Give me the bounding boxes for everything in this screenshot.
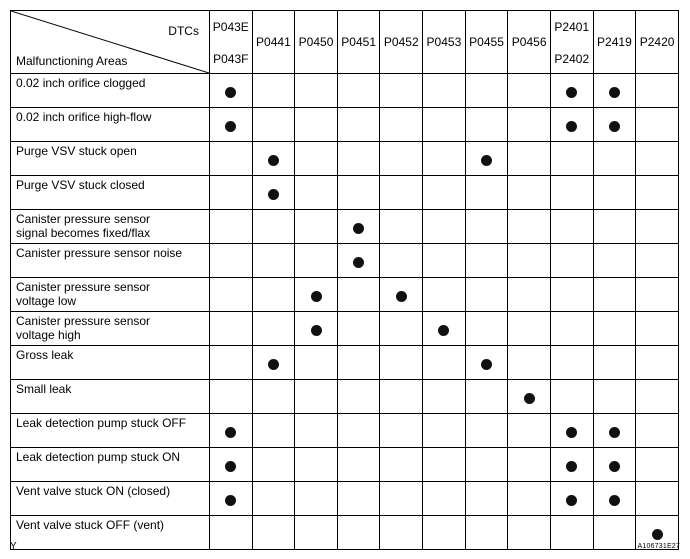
- dtc-mark-cell: [423, 142, 466, 176]
- malfunction-area-cell: [11, 244, 210, 278]
- malfunction-area-label: Canister pressure sensor: [16, 314, 151, 328]
- malfunction-area-cell: [11, 516, 210, 550]
- dtc-mark-cell: [465, 278, 508, 312]
- dtc-mark-cell: [252, 142, 295, 176]
- dtc-mark-cell: [593, 414, 636, 448]
- table-row: [11, 210, 679, 244]
- dtc-mark-cell: [636, 346, 679, 380]
- dtc-mark-cell: [337, 108, 380, 142]
- dtc-mark-cell: [295, 210, 338, 244]
- dtc-code: P2402: [554, 52, 590, 66]
- malfunction-area-label: Small leak: [16, 382, 72, 396]
- applicable-dot-icon: [225, 121, 236, 132]
- applicable-dot-icon: [481, 359, 492, 370]
- dtc-mark-cell: [295, 176, 338, 210]
- dtc-mark-cell: [550, 346, 593, 380]
- dtc-mark-cell: [380, 278, 423, 312]
- dtc-mark-cell: [209, 482, 252, 516]
- dtc-mark-cell: [593, 278, 636, 312]
- dtc-mark-cell: [209, 210, 252, 244]
- dtc-header-cell: [593, 11, 636, 74]
- applicable-dot-icon: [225, 427, 236, 438]
- dtc-mark-cell: [380, 312, 423, 346]
- dtc-mark-cell: [593, 108, 636, 142]
- dtc-mark-cell: [550, 278, 593, 312]
- dtc-header-cell: [209, 11, 252, 74]
- malfunction-area-label: Purge VSV stuck open: [16, 144, 137, 158]
- dtc-code: P0441: [256, 35, 291, 49]
- dtc-mark-cell: [252, 516, 295, 550]
- applicable-dot-icon: [609, 87, 620, 98]
- dtc-mark-cell: [380, 142, 423, 176]
- dtc-code: P2419: [597, 35, 632, 49]
- dtc-mark-cell: [465, 516, 508, 550]
- table-row: [11, 380, 679, 414]
- dtc-mark-cell: [423, 278, 466, 312]
- dtc-mark-cell: [380, 74, 423, 108]
- dtc-mark-cell: [295, 516, 338, 550]
- dtc-mark-cell: [209, 312, 252, 346]
- dtc-mark-cell: [423, 380, 466, 414]
- malfunction-area-cell: [11, 108, 210, 142]
- dtc-mark-cell: [465, 244, 508, 278]
- dtc-mark-cell: [295, 482, 338, 516]
- dtc-mark-cell: [209, 108, 252, 142]
- dtc-mark-cell: [508, 312, 551, 346]
- malfunction-area-label: Canister pressure sensor noise: [16, 246, 183, 260]
- dtc-mark-cell: [636, 210, 679, 244]
- dtc-mark-cell: [550, 176, 593, 210]
- dtc-mark-cell: [593, 176, 636, 210]
- dtc-mark-cell: [593, 346, 636, 380]
- dtc-mark-cell: [465, 108, 508, 142]
- dtc-mark-cell: [337, 516, 380, 550]
- dtc-mark-cell: [550, 414, 593, 448]
- dtc-code: P2401: [554, 20, 590, 34]
- malfunction-area-cell: [11, 380, 210, 414]
- applicable-dot-icon: [311, 325, 322, 336]
- dtc-mark-cell: [209, 244, 252, 278]
- dtc-mark-cell: [423, 176, 466, 210]
- dtc-mark-cell: [295, 414, 338, 448]
- dtc-mark-cell: [209, 346, 252, 380]
- dtc-mark-cell: [423, 210, 466, 244]
- dtc-code: P043E: [212, 20, 249, 34]
- dtc-mark-cell: [295, 142, 338, 176]
- dtcs-label: DTCs: [168, 24, 199, 38]
- malfunctioning-areas-label: Malfunctioning Areas: [16, 54, 128, 68]
- table-row: [11, 346, 679, 380]
- dtc-header-cell: [380, 11, 423, 74]
- dtc-mark-cell: [252, 380, 295, 414]
- dtc-mark-cell: [423, 312, 466, 346]
- dtc-mark-cell: [465, 346, 508, 380]
- dtc-header-cell: [508, 11, 551, 74]
- dtc-mark-cell: [380, 414, 423, 448]
- dtc-mark-cell: [636, 142, 679, 176]
- malfunction-area-cell: [11, 312, 210, 346]
- dtc-mark-cell: [252, 108, 295, 142]
- dtc-code: P0455: [469, 35, 504, 49]
- dtc-mark-cell: [465, 414, 508, 448]
- dtc-mark-cell: [209, 142, 252, 176]
- malfunction-area-label: Canister pressure sensor: [16, 212, 151, 226]
- dtc-mark-cell: [508, 516, 551, 550]
- malfunction-area-label: Purge VSV stuck closed: [16, 178, 145, 192]
- dtc-mark-cell: [465, 312, 508, 346]
- dtc-mark-cell: [550, 210, 593, 244]
- table-body: [11, 74, 679, 550]
- dtc-mark-cell: [508, 74, 551, 108]
- dtc-header-cell: [636, 11, 679, 74]
- dtc-mark-cell: [636, 108, 679, 142]
- malfunction-area-cell: [11, 142, 210, 176]
- table-row: [11, 278, 679, 312]
- dtc-mark-cell: [295, 312, 338, 346]
- dtc-mark-cell: [295, 278, 338, 312]
- dtc-code: P0451: [341, 35, 376, 49]
- dtc-code: P2420: [639, 35, 675, 49]
- dtc-mark-cell: [252, 448, 295, 482]
- table-row: [11, 312, 679, 346]
- table-row: [11, 448, 679, 482]
- dtc-header-cell: [337, 11, 380, 74]
- dtc-code: P0453: [426, 35, 462, 49]
- figure-mark: Y: [10, 541, 17, 552]
- dtc-mark-cell: [636, 380, 679, 414]
- dtc-mark-cell: [423, 108, 466, 142]
- applicable-dot-icon: [353, 223, 364, 234]
- dtc-mark-cell: [252, 312, 295, 346]
- dtc-code: P0450: [298, 35, 334, 49]
- dtc-mark-cell: [380, 346, 423, 380]
- dtc-mark-cell: [550, 448, 593, 482]
- malfunction-area-label: 0.02 inch orifice clogged: [16, 76, 146, 90]
- dtc-mark-cell: [508, 448, 551, 482]
- dtc-header-cell: [295, 11, 338, 74]
- dtc-mark-cell: [593, 380, 636, 414]
- dtc-mark-cell: [337, 176, 380, 210]
- applicable-dot-icon: [609, 427, 620, 438]
- table-row: [11, 414, 679, 448]
- dtc-table: [10, 10, 679, 550]
- dtc-mark-cell: [593, 516, 636, 550]
- dtc-mark-cell: [252, 244, 295, 278]
- dtc-mark-cell: [337, 142, 380, 176]
- applicable-dot-icon: [566, 427, 577, 438]
- table-row: [11, 74, 679, 108]
- malfunction-area-label: Canister pressure sensor: [16, 280, 151, 294]
- applicable-dot-icon: [225, 87, 236, 98]
- applicable-dot-icon: [268, 189, 279, 200]
- dtc-code: P0452: [383, 35, 419, 49]
- dtc-mark-cell: [508, 346, 551, 380]
- dtc-mark-cell: [380, 448, 423, 482]
- dtc-mark-cell: [380, 108, 423, 142]
- dtc-mark-cell: [380, 516, 423, 550]
- applicable-dot-icon: [652, 529, 663, 540]
- table-row: [11, 108, 679, 142]
- dtc-mark-cell: [337, 244, 380, 278]
- dtc-mark-cell: [508, 244, 551, 278]
- dtc-mark-cell: [550, 244, 593, 278]
- malfunction-area-label: Gross leak: [16, 348, 74, 362]
- dtc-mark-cell: [295, 244, 338, 278]
- applicable-dot-icon: [311, 291, 322, 302]
- dtc-mark-cell: [423, 482, 466, 516]
- dtc-mark-cell: [252, 482, 295, 516]
- dtc-mark-cell: [593, 448, 636, 482]
- dtc-mark-cell: [636, 176, 679, 210]
- malfunction-area-cell: [11, 414, 210, 448]
- dtc-mark-cell: [209, 448, 252, 482]
- applicable-dot-icon: [225, 495, 236, 506]
- dtc-mark-cell: [593, 312, 636, 346]
- dtc-mark-cell: [337, 482, 380, 516]
- dtc-mark-cell: [423, 414, 466, 448]
- dtc-mark-cell: [508, 278, 551, 312]
- dtc-mark-cell: [593, 210, 636, 244]
- dtc-mark-cell: [252, 210, 295, 244]
- dtc-mark-cell: [423, 516, 466, 550]
- header-row: [11, 11, 679, 74]
- dtc-mark-cell: [550, 142, 593, 176]
- dtc-mark-cell: [423, 448, 466, 482]
- dtc-header-cell: [423, 11, 466, 74]
- dtc-mark-cell: [380, 210, 423, 244]
- dtc-mark-cell: [465, 74, 508, 108]
- dtc-mark-cell: [209, 278, 252, 312]
- dtc-mark-cell: [465, 448, 508, 482]
- dtc-mark-cell: [465, 482, 508, 516]
- malfunction-area-cell: [11, 448, 210, 482]
- malfunction-area-label: signal becomes fixed/flax: [16, 226, 151, 240]
- dtc-mark-cell: [636, 414, 679, 448]
- applicable-dot-icon: [566, 87, 577, 98]
- dtc-mark-cell: [508, 142, 551, 176]
- dtc-mark-cell: [465, 210, 508, 244]
- dtc-header-cell: [252, 11, 295, 74]
- dtc-mark-cell: [550, 516, 593, 550]
- dtc-mark-cell: [465, 176, 508, 210]
- dtc-mark-cell: [295, 448, 338, 482]
- applicable-dot-icon: [566, 121, 577, 132]
- dtc-mark-cell: [380, 244, 423, 278]
- table-row: [11, 142, 679, 176]
- header-corner-cell: [11, 11, 210, 74]
- malfunction-area-cell: [11, 278, 210, 312]
- dtc-mark-cell: [508, 380, 551, 414]
- malfunction-area-label: Vent valve stuck OFF (vent): [16, 518, 165, 532]
- dtc-mark-cell: [380, 482, 423, 516]
- dtc-mark-cell: [209, 176, 252, 210]
- dtc-mark-cell: [380, 176, 423, 210]
- malfunction-area-label: 0.02 inch orifice high-flow: [16, 110, 152, 124]
- table-row: [11, 482, 679, 516]
- dtc-mark-cell: [337, 380, 380, 414]
- applicable-dot-icon: [609, 461, 620, 472]
- dtc-mark-cell: [593, 74, 636, 108]
- table-row: [11, 176, 679, 210]
- dtc-mark-cell: [593, 244, 636, 278]
- applicable-dot-icon: [481, 155, 492, 166]
- dtc-mark-cell: [337, 346, 380, 380]
- applicable-dot-icon: [225, 461, 236, 472]
- dtc-mark-cell: [636, 312, 679, 346]
- dtc-mark-cell: [423, 346, 466, 380]
- dtc-mark-cell: [252, 176, 295, 210]
- dtc-mark-cell: [636, 278, 679, 312]
- dtc-mark-cell: [636, 244, 679, 278]
- table-row: [11, 244, 679, 278]
- malfunction-area-cell: [11, 210, 210, 244]
- dtc-mark-cell: [209, 74, 252, 108]
- dtc-mark-cell: [337, 312, 380, 346]
- table-row: [11, 516, 679, 550]
- dtc-mark-cell: [508, 482, 551, 516]
- dtc-mark-cell: [209, 414, 252, 448]
- dtc-mark-cell: [337, 74, 380, 108]
- malfunction-area-cell: [11, 482, 210, 516]
- dtc-mark-cell: [209, 380, 252, 414]
- dtc-mark-cell: [550, 312, 593, 346]
- malfunction-area-cell: [11, 176, 210, 210]
- dtc-mark-cell: [593, 482, 636, 516]
- applicable-dot-icon: [353, 257, 364, 268]
- dtc-code: P0456: [511, 35, 547, 49]
- dtc-mark-cell: [508, 108, 551, 142]
- dtc-mark-cell: [465, 142, 508, 176]
- dtc-header-cell: [465, 11, 508, 74]
- malfunction-area-label: Leak detection pump stuck ON: [16, 450, 181, 464]
- dtc-mark-cell: [550, 482, 593, 516]
- dtc-mark-cell: [636, 448, 679, 482]
- dtc-mark-cell: [295, 108, 338, 142]
- dtc-mark-cell: [337, 414, 380, 448]
- dtc-mark-cell: [550, 108, 593, 142]
- dtc-mark-cell: [252, 346, 295, 380]
- dtc-mark-cell: [593, 142, 636, 176]
- dtc-mark-cell: [465, 380, 508, 414]
- applicable-dot-icon: [438, 325, 449, 336]
- applicable-dot-icon: [268, 155, 279, 166]
- dtc-mark-cell: [423, 244, 466, 278]
- dtc-mark-cell: [295, 74, 338, 108]
- applicable-dot-icon: [268, 359, 279, 370]
- dtc-mark-cell: [337, 210, 380, 244]
- dtc-code: P043F: [213, 52, 249, 66]
- dtc-mark-cell: [295, 346, 338, 380]
- dtc-mark-cell: [636, 74, 679, 108]
- dtc-mark-cell: [252, 74, 295, 108]
- malfunction-area-cell: [11, 74, 210, 108]
- applicable-dot-icon: [396, 291, 407, 302]
- applicable-dot-icon: [524, 393, 535, 404]
- malfunction-area-label: Vent valve stuck ON (closed): [16, 484, 171, 498]
- dtc-mark-cell: [508, 176, 551, 210]
- malfunction-area-label: Leak detection pump stuck OFF: [16, 416, 187, 430]
- dtc-mark-cell: [209, 516, 252, 550]
- figure-id: A106731E27: [637, 543, 680, 550]
- dtc-mark-cell: [295, 380, 338, 414]
- dtc-mark-cell: [252, 414, 295, 448]
- dtc-mark-cell: [380, 380, 423, 414]
- dtc-mark-cell: [550, 74, 593, 108]
- malfunction-area-cell: [11, 346, 210, 380]
- dtc-mark-cell: [252, 278, 295, 312]
- dtc-header-cell: [550, 11, 593, 74]
- malfunction-area-label: voltage low: [16, 294, 77, 308]
- applicable-dot-icon: [609, 121, 620, 132]
- dtc-mark-cell: [550, 380, 593, 414]
- applicable-dot-icon: [609, 495, 620, 506]
- dtc-mark-cell: [423, 74, 466, 108]
- applicable-dot-icon: [566, 461, 577, 472]
- dtc-mark-cell: [508, 414, 551, 448]
- dtc-mark-cell: [337, 278, 380, 312]
- dtc-mark-cell: [636, 482, 679, 516]
- dtc-mark-cell: [508, 210, 551, 244]
- malfunction-area-label: voltage high: [16, 328, 81, 342]
- dtc-mark-cell: [337, 448, 380, 482]
- applicable-dot-icon: [566, 495, 577, 506]
